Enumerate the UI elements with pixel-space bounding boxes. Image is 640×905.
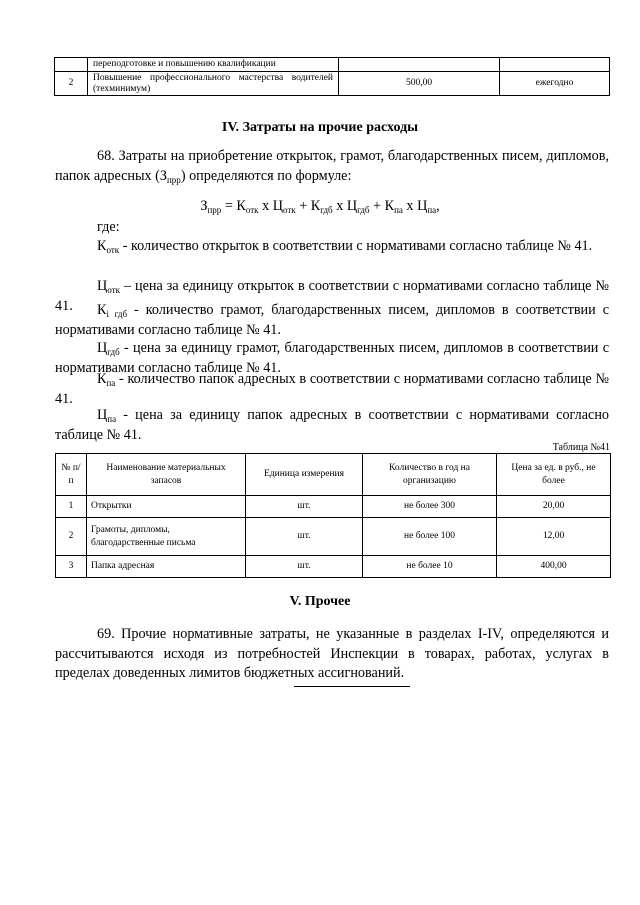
table-cell: шт. xyxy=(246,496,363,518)
table-cell: ежегодно xyxy=(500,72,610,96)
paragraph-69: 69. Прочие нормативные затраты, не указанные в разделах I-IV, определяются и рассчитываются исходя из потребностей Инспекции в товарах, работах, услугах в пределах доведенных лимитов бюджетных ассигнований. xyxy=(55,626,609,682)
definition-c-gdb: $Ц_{гдб}$ - цена за единицу грамот, благодарственных писем, дипломов в соответствии с нормативами согласно таблице № 41. xyxy=(55,340,609,376)
column-header: Количество в год на организацию xyxy=(363,454,497,496)
column-header: Единица измерения xyxy=(246,454,363,496)
column-header: Цена за ед. в руб., не более xyxy=(497,454,611,496)
formula: $З_{прр} = К_{отк}$ х $Ц_{отк} + К_{гдб}$ х $Ц_{гдб} + К_{па}$ х $Ц_{па}$, xyxy=(200,198,440,215)
table-cell: переподготовке и повышению квалификации xyxy=(88,58,339,72)
table-cell: Папка адресная xyxy=(87,556,246,578)
definition-k-otk: $К_{отк}$ - количество открыток в соответствии с нормативами согласно таблице № 41. xyxy=(97,238,593,255)
section-title-iv: IV. Затраты на прочие расходы xyxy=(221,120,419,135)
definition-k-gdb: $К_{i гдб}$ - количество грамот, благодарственных писем, дипломов в соответствии с нормативами согласно таблице № 41. xyxy=(55,302,610,338)
table-cell: 2 xyxy=(56,518,87,556)
definition-c-otk: $Ц_{отк}$ – цена за единицу открыток в соответствии с нормативами согласно таблице № 41. xyxy=(55,278,609,314)
table-row xyxy=(55,72,610,96)
table-cell: 12,00 xyxy=(497,518,611,556)
table-cell: Повышение профессионального мастерства водителей (техминимум) xyxy=(88,72,339,96)
paragraph-68: 68. Затраты на приобретение открыток, грамот, благодарственных писем, дипломов, папок адресных $(З_{прр})$ определяются по формуле: xyxy=(55,148,609,185)
table-cell: Открытки xyxy=(87,496,246,518)
table-cell: шт. xyxy=(246,518,363,556)
table-cell xyxy=(500,58,610,72)
table-cell: шт. xyxy=(246,556,363,578)
table-header-row xyxy=(56,454,611,496)
table-cell: 3 xyxy=(56,556,87,578)
end-rule xyxy=(294,686,410,687)
table-cell: 2 xyxy=(55,72,88,96)
table-cell: 500,00 xyxy=(339,72,500,96)
table-caption: Таблица №41 xyxy=(552,442,610,453)
column-header: № п/п xyxy=(56,454,87,496)
column-header: Наименование материальных запасов xyxy=(87,454,246,496)
table-row xyxy=(56,556,611,578)
table-cell: 20,00 xyxy=(497,496,611,518)
table-cell xyxy=(55,58,88,72)
definition-c-pa: $Ц_{па}$ - цена за единицу папок адресных в соответствии с нормативами согласно таблице № 41. xyxy=(55,407,609,443)
table-cell: 1 xyxy=(56,496,87,518)
definition-k-pa: $К_{па}$ - количество папок адресных в соответствии с нормативами согласно таблице № 41. xyxy=(55,371,609,407)
table-row xyxy=(56,518,611,556)
table-41 xyxy=(55,453,611,578)
table-cell: не более 300 xyxy=(363,496,497,518)
table-cell: не более 100 xyxy=(363,518,497,556)
table-cell: не более 10 xyxy=(363,556,497,578)
continued-table xyxy=(54,57,610,96)
table-cell xyxy=(339,58,500,72)
where-label: где: xyxy=(97,219,120,235)
table-row xyxy=(56,496,611,518)
table-row xyxy=(55,58,610,72)
table-cell: Грамоты, дипломы, благодарственные письма xyxy=(87,518,246,556)
table-cell: 400,00 xyxy=(497,556,611,578)
section-title-v: V. Прочее xyxy=(289,594,351,609)
